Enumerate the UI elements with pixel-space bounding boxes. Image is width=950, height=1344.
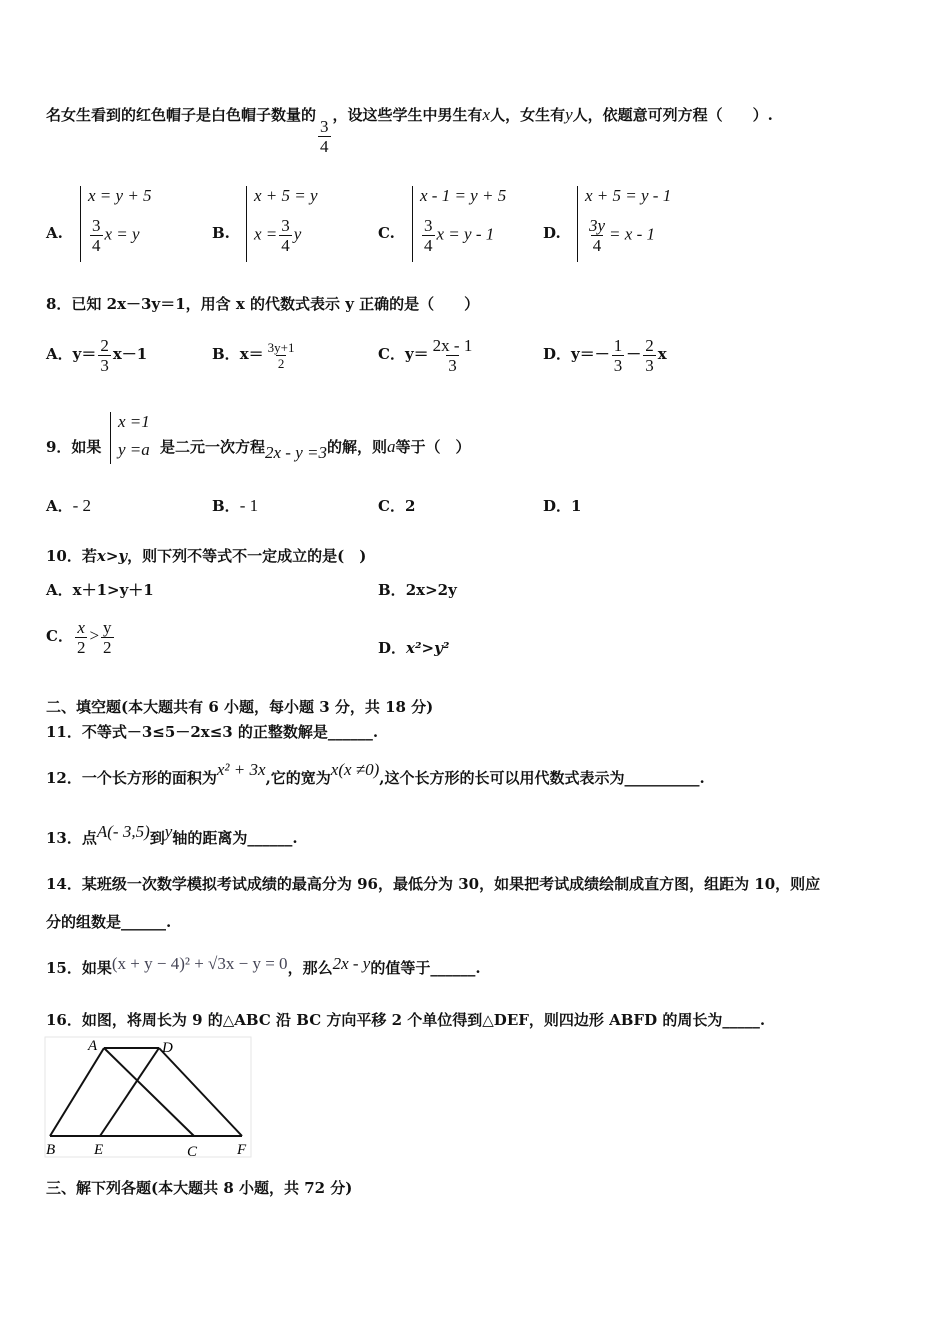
q10-option-a: A．x＋1>y＋1 [46,581,154,599]
section-2-heading: 二、填空题(本大题共有 6 小题，每小题 3 分，共 18 分) [46,698,434,716]
q8-option-c: C．y＝ $\frac{2x - 1}{3}$ [378,335,473,375]
segment-AB [50,1048,104,1136]
point-D-label: D [162,1040,173,1056]
q9-option-b: B．- 1 [212,496,259,515]
q7-text-c: 人，女生有 [490,106,566,124]
q16: 16．如图，将周长为 9 的△ABC 沿 BC 方向平移 2 个单位得到△DEF，则四边形 ABFD 的周长为_____. [46,1011,766,1029]
q7-var-x: x [482,105,491,124]
q9-prefix: 9．如果 [46,438,102,456]
section-3-heading: 三、解下列各题(本大题共 8 小题，共 72 分) [46,1179,353,1197]
q15: 15．如果(x + y − 4)² + √3x − y = 0，那么2x - y的值等于______. [46,954,481,977]
q7-option-c-label: C. [378,224,395,242]
q9-option-d: D．1 [543,497,582,515]
q10-option-b: B．2x>2y [378,581,457,599]
point-C-label: C [187,1144,198,1160]
q8-option-a: A．y＝ $\frac{2}{3}$ x－1 [46,335,148,375]
q11: 11．不等式－3≤5－2x≤3 的正整数解是______. [46,723,379,741]
q9-rest: 是二元一次方程2x - y =3的解，则a等于（ ） [160,437,471,462]
q9-option-c: C．2 [378,497,416,515]
q7-option-c: x - 1 = y + 5 $\frac{3}{4}$ x = y - 1 [412,186,542,262]
q10-option-c: C． $\frac{x}{2}$ > $\frac{y}{2}$ [46,617,112,657]
q9-option-a: A．- 2 [46,496,92,515]
point-F-label: F [237,1142,247,1158]
q7-option-b: x + 5 = y x = $\frac{3}{4}$ y [246,186,366,262]
q13: 13．点A(- 3,5)到y轴的距离为______. [46,822,298,847]
point-E-label: E [94,1142,104,1158]
q10-option-d: D．x²>y² [378,639,450,657]
q9-equation: 2x - y =3 [265,443,327,462]
q7-option-a: x = y + 5 $\frac{3}{4}$ x = y [80,186,210,262]
q8-option-d: D．y＝－ $\frac{1}{3}$ － $\frac{2}{3}$ x [543,335,667,375]
point-A-label: A [88,1038,98,1054]
q14-line2: 分的组数是______. [46,913,172,931]
q7-option-d-label: D. [543,224,561,242]
q7-text-a: 名女生看到的红色帽子是白色帽子数量的 [46,106,317,124]
q7-fraction: $\frac{3}{4}$ [320,117,329,156]
q9-system: x =1 y =a [110,412,170,464]
segment-DF [159,1048,242,1136]
q10-stem: 10．若x>y，则下列不等式不一定成立的是( ) [46,547,367,565]
q8-option-b: B．x＝ $\frac{3y+1}{2}$ [212,339,295,371]
q8-stem: 8．已知 2x－3y＝1，用含 x 的代数式表示 y 正确的是（ ） [46,295,480,313]
q7-option-b-label: B. [212,224,230,242]
q7-option-a-label: A. [46,224,63,242]
q7-text-d: 人，依题意可列方程（ ）. [572,106,773,124]
q7-text-b: ，设这些学生中男生有 [332,106,483,124]
q7-var-y: y [565,105,573,124]
q14-line1: 14．某班级一次数学模拟考试成绩的最高分为 96，最低分为 30，如果把考试成绩绘制成直方图，组距为 10，则应 [46,875,821,893]
translation-figure [44,1036,254,1160]
q12: 12．一个长方形的面积为x² + 3x,它的宽为x(x ≠0),这个长方形的长可以用代数式表示为__________. [46,760,705,787]
point-B-label: B [46,1142,56,1158]
q7-option-d: x + 5 = y - 1 $\frac{3y}{4}$ = x - 1 [577,186,707,262]
q7-stem [46,104,773,156]
